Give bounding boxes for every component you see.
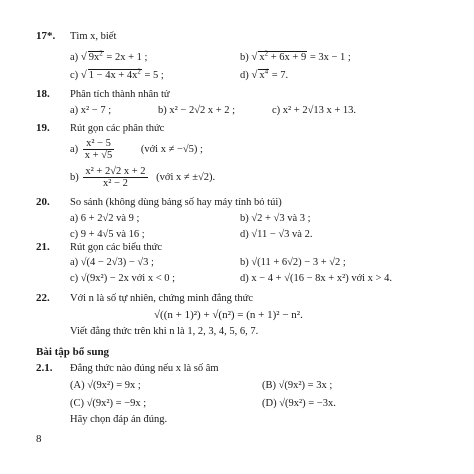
radical: √ $x^2 + 6x + 9$ — [251, 49, 307, 63]
problem-part: c) √(9x²) − 2x với x < 0 ; — [70, 273, 176, 284]
problem-part — [70, 67, 164, 81]
radicand: x — [259, 70, 265, 81]
part-label: b) — [70, 171, 79, 183]
equation-rest: = 5 ; — [141, 70, 164, 81]
problem-part: d) √11 − √3 và 2. — [240, 229, 313, 240]
exponent: 2 — [99, 49, 103, 58]
condition: (với x ≠ −√5) ; — [140, 143, 203, 155]
problem-part: a) √(4 − 2√3) − √3 ; — [70, 257, 154, 268]
problem-stem: Phân tích thành nhân tử — [70, 89, 170, 100]
problem-part — [240, 67, 289, 81]
problem-number: 20. — [36, 196, 50, 208]
section-heading: Bài tập bổ sung — [36, 346, 110, 358]
numerator: x² + 2√2 x + 2 — [85, 166, 146, 177]
exponent: 2 — [264, 49, 269, 58]
problem-part: c) 9 + 4√5 và 16 ; — [70, 229, 145, 240]
fraction — [83, 138, 114, 161]
problem-part — [240, 49, 351, 63]
choice-a: (A) √(9x²) = 9x ; — [70, 380, 141, 391]
problem-part: a) 6 + 2√2 và 9 ; — [70, 213, 140, 224]
problem-stem: Rút gọn các biểu thức — [70, 242, 162, 253]
problem-number: 22. — [36, 292, 50, 304]
problem-part: b) x² − 2√2 x + 2 ; — [158, 105, 236, 116]
problem-part: b) √(11 + 6√2) − 3 + √2 ; — [240, 257, 346, 268]
denominator: x + √5 — [84, 150, 113, 161]
radical: √ $x^4$ — [251, 67, 269, 81]
instruction: Hãy chọn đáp án đúng. — [70, 414, 168, 425]
equation-rest: = 3x − 1 ; — [307, 52, 351, 63]
part-label: a) — [70, 52, 79, 63]
equation-rest: = 2x + 1 ; — [103, 52, 148, 63]
problem-stem: Với n là số tự nhiên, chứng minh đẳng thức — [70, 293, 254, 304]
numerator: x² − 5 — [83, 138, 114, 150]
condition: (với x ≠ ±√2). — [156, 171, 216, 183]
problem-stem: Rút gọn các phân thức — [70, 123, 165, 134]
part-label: a) — [70, 143, 79, 155]
radical: √ $1 - 4x + 4x^2$ — [80, 67, 141, 81]
problem-part — [70, 166, 215, 189]
radicand: x — [259, 52, 265, 63]
exponent: 2 — [137, 67, 141, 76]
problem-part: b) √2 + √3 và 3 ; — [240, 213, 311, 224]
choice-d: (D) √(9x²) = −3x. — [262, 398, 336, 409]
problem-part: a) x² − 7 ; — [70, 105, 112, 116]
radicand: 9x — [88, 52, 100, 63]
problem-number: 21. — [36, 241, 50, 253]
problem-number: 17*. — [36, 30, 56, 42]
choice-b: (B) √(9x²) = 3x ; — [262, 380, 333, 391]
page-number: 8 — [36, 433, 42, 445]
part-label: c) — [70, 70, 79, 81]
denominator: x² − 2 — [103, 178, 128, 189]
choice-c: (C) √(9x²) = −9x ; — [70, 398, 147, 409]
equation-rest: = 7. — [269, 70, 289, 81]
fraction — [83, 166, 147, 189]
problem-part — [70, 49, 148, 63]
part-label: d) — [240, 70, 249, 81]
problem-number: 19. — [36, 122, 50, 134]
part-label: b) — [240, 52, 249, 63]
problem-number: 18. — [36, 88, 50, 100]
problem-part — [70, 138, 203, 161]
problem-part: c) x² + 2√13 x + 13. — [272, 105, 357, 116]
identity-formula: √((n + 1)²) + √(n²) = (n + 1)² − n². — [154, 309, 303, 321]
radicand: 1 − 4x + 4x — [88, 70, 138, 81]
radical: √ $9x^2$ — [80, 49, 103, 63]
problem-stem: Tìm x, biết — [70, 31, 117, 42]
problem-stem: Đẳng thức nào đúng nếu x là số âm — [70, 363, 219, 374]
exponent: 4 — [264, 67, 269, 76]
problem-part: d) x − 4 + √(16 − 8x + x²) với x > 4. — [240, 273, 392, 284]
problem-followup: Viết đẳng thức trên khi n là 1, 2, 3, 4, 5, 6, 7. — [70, 326, 259, 337]
radicand-rest: + 6x + 9 — [268, 52, 307, 63]
problem-number: 2.1. — [36, 362, 53, 374]
problem-stem: So sánh (không dùng bảng số hay máy tính bỏ túi) — [70, 197, 282, 208]
